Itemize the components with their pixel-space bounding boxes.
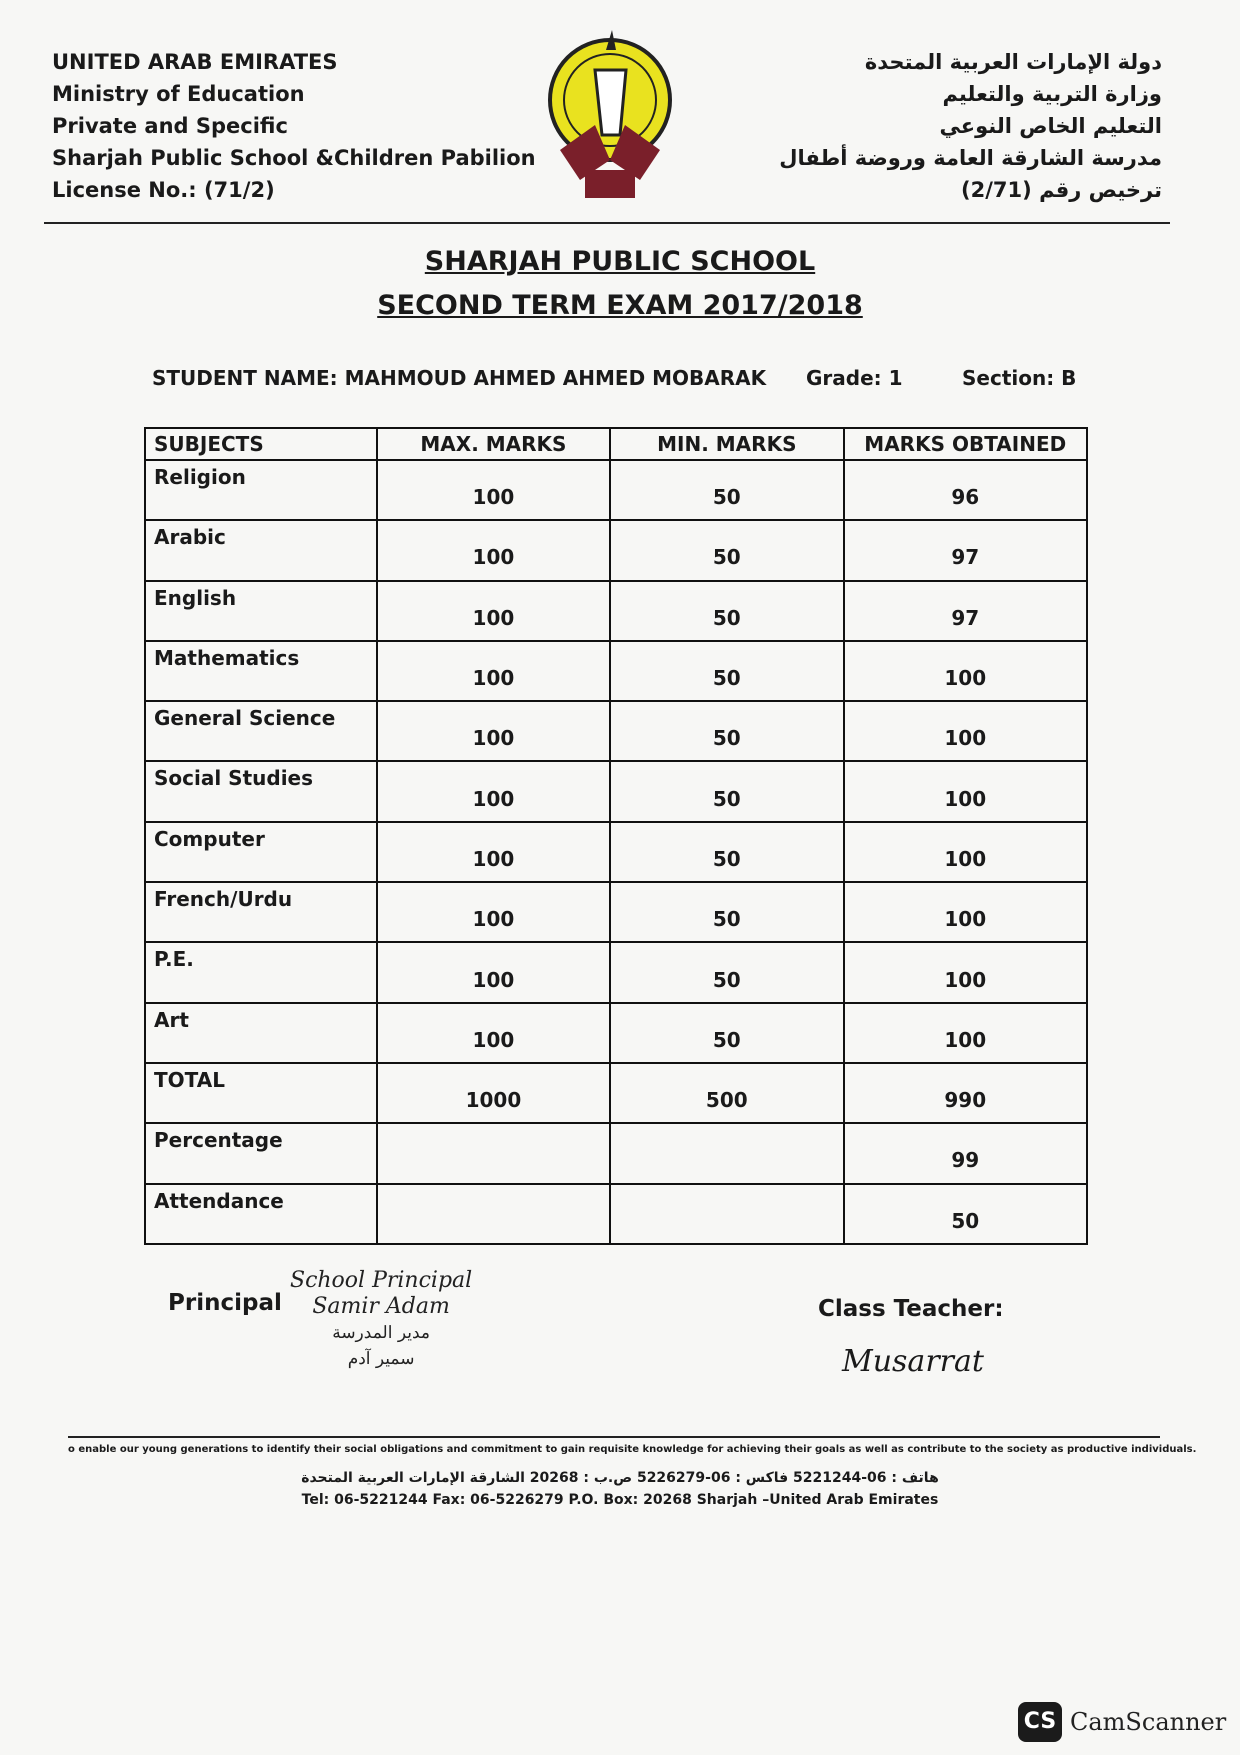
marks-obtained-cell: 100 [844, 942, 1088, 1002]
min-marks-cell: 50 [610, 882, 843, 942]
header-arabic-license: ترخيص رقم (2/71) [961, 178, 1162, 202]
min-marks-cell: 50 [610, 460, 843, 520]
max-marks-cell [377, 1123, 610, 1183]
table-header-row [145, 428, 1087, 460]
min-marks-cell: 500 [610, 1063, 843, 1123]
marks-obtained-cell: 99 [844, 1123, 1088, 1183]
subject-cell: General Science [145, 701, 377, 761]
camscanner-logo-icon: CS [1018, 1702, 1062, 1742]
principal-stamp-line: مدير المدرسة [332, 1323, 430, 1343]
max-marks-cell: 100 [377, 822, 610, 882]
table-row [145, 1063, 1087, 1123]
subject-cell: French/Urdu [145, 882, 377, 942]
table-row [145, 581, 1087, 641]
max-marks-cell [377, 1184, 610, 1244]
header-max-marks: MAX. MARKS [377, 428, 610, 460]
footer-arabic-contact: هاتف : 06-5221244 فاكس : 06-5226279 ص.ب : 20268 الشارقة الإمارات العربية المتحدة [301, 1470, 939, 1486]
table-row [145, 1184, 1087, 1244]
marks-obtained-cell: 100 [844, 822, 1088, 882]
min-marks-cell: 50 [610, 701, 843, 761]
max-marks-cell: 100 [377, 460, 610, 520]
header-english-block [52, 46, 536, 206]
max-marks-cell: 100 [377, 641, 610, 701]
header-arabic-ministry: وزارة التربية والتعليم [942, 82, 1162, 106]
max-marks-cell: 100 [377, 882, 610, 942]
document-subtitle: SECOND TERM EXAM 2017/2018 [377, 290, 863, 321]
min-marks-cell: 50 [610, 822, 843, 882]
table-row [145, 641, 1087, 701]
header-min-marks: MIN. MARKS [610, 428, 843, 460]
student-section: Section: B [962, 366, 1077, 390]
table-row [145, 1003, 1087, 1063]
max-marks-cell: 100 [377, 942, 610, 1002]
table-row [145, 942, 1087, 1002]
max-marks-cell: 100 [377, 581, 610, 641]
header-license: License No.: (71/2) [52, 178, 275, 202]
subject-cell: Computer [145, 822, 377, 882]
principal-label: Principal [168, 1290, 282, 1316]
min-marks-cell: 50 [610, 581, 843, 641]
footer-motto: o enable our young generations to identify their social obligations and commitment to gain requisite knowledge for achieving their goals as well as contribute to the society as productive individuals. [68, 1444, 1197, 1455]
max-marks-cell: 100 [377, 520, 610, 580]
max-marks-cell: 100 [377, 1003, 610, 1063]
header-arabic-school-name: مدرسة الشارقة العامة وروضة أطفال [779, 146, 1162, 170]
marks-obtained-cell: 96 [844, 460, 1088, 520]
marks-obtained-cell: 100 [844, 882, 1088, 942]
subject-cell: Mathematics [145, 641, 377, 701]
principal-stamp-line: School Principal [290, 1268, 473, 1293]
min-marks-cell [610, 1184, 843, 1244]
table-row [145, 460, 1087, 520]
subject-cell: Art [145, 1003, 377, 1063]
marks-obtained-cell: 97 [844, 520, 1088, 580]
class-teacher-label: Class Teacher: [818, 1296, 1004, 1322]
marks-obtained-cell: 97 [844, 581, 1088, 641]
min-marks-cell: 50 [610, 641, 843, 701]
marks-obtained-cell: 100 [844, 641, 1088, 701]
camscanner-watermark: CamScanner [1070, 1708, 1227, 1736]
table-row [145, 520, 1087, 580]
subject-cell: P.E. [145, 942, 377, 1002]
footer-contact: Tel: 06-5221244 Fax: 06-5226279 P.O. Box: 20268 Sharjah –United Arab Emirates [301, 1492, 939, 1508]
max-marks-cell: 1000 [377, 1063, 610, 1123]
table-row [145, 822, 1087, 882]
table-row [145, 701, 1087, 761]
class-teacher-signature: Musarrat [842, 1344, 984, 1379]
table-row [145, 761, 1087, 821]
subject-cell: Arabic [145, 520, 377, 580]
marks-obtained-cell: 100 [844, 761, 1088, 821]
principal-stamp-line: Samir Adam [312, 1294, 450, 1319]
header-school-name: Sharjah Public School &Children Pabilion [52, 146, 536, 170]
marks-obtained-cell: 50 [844, 1184, 1088, 1244]
subject-cell: Percentage [145, 1123, 377, 1183]
marks-obtained-cell: 990 [844, 1063, 1088, 1123]
subject-cell: Social Studies [145, 761, 377, 821]
min-marks-cell: 50 [610, 761, 843, 821]
document-title: SHARJAH PUBLIC SCHOOL [424, 246, 816, 277]
student-grade: Grade: 1 [806, 366, 903, 390]
header-sector: Private and Specific [52, 114, 288, 138]
min-marks-cell [610, 1123, 843, 1183]
student-name: STUDENT NAME: MAHMOUD AHMED AHMED MOBARAK [152, 366, 767, 390]
header-arabic-sector: التعليم الخاص النوعي [939, 114, 1162, 138]
table-row [145, 882, 1087, 942]
subject-cell: Religion [145, 460, 377, 520]
header-marks-obtained: MARKS OBTAINED [844, 428, 1088, 460]
header-divider [44, 222, 1170, 224]
header-subjects: SUBJECTS [145, 428, 377, 460]
header-country: UNITED ARAB EMIRATES [52, 50, 338, 74]
max-marks-cell: 100 [377, 701, 610, 761]
marks-obtained-cell: 100 [844, 701, 1088, 761]
principal-stamp-line: سمير آدم [347, 1349, 415, 1369]
min-marks-cell: 50 [610, 1003, 843, 1063]
principal-stamp [290, 1268, 472, 1372]
table-row [145, 1123, 1087, 1183]
header-arabic-block [779, 46, 1162, 206]
header-ministry: Ministry of Education [52, 82, 305, 106]
marks-table [144, 427, 1088, 1245]
subject-cell: Attendance [145, 1184, 377, 1244]
footer-divider [68, 1436, 1160, 1438]
min-marks-cell: 50 [610, 520, 843, 580]
subject-cell: TOTAL [145, 1063, 377, 1123]
marks-obtained-cell: 100 [844, 1003, 1088, 1063]
subject-cell: English [145, 581, 377, 641]
max-marks-cell: 100 [377, 761, 610, 821]
header-arabic-country: دولة الإمارات العربية المتحدة [864, 50, 1162, 74]
school-logo [540, 30, 680, 200]
min-marks-cell: 50 [610, 942, 843, 1002]
